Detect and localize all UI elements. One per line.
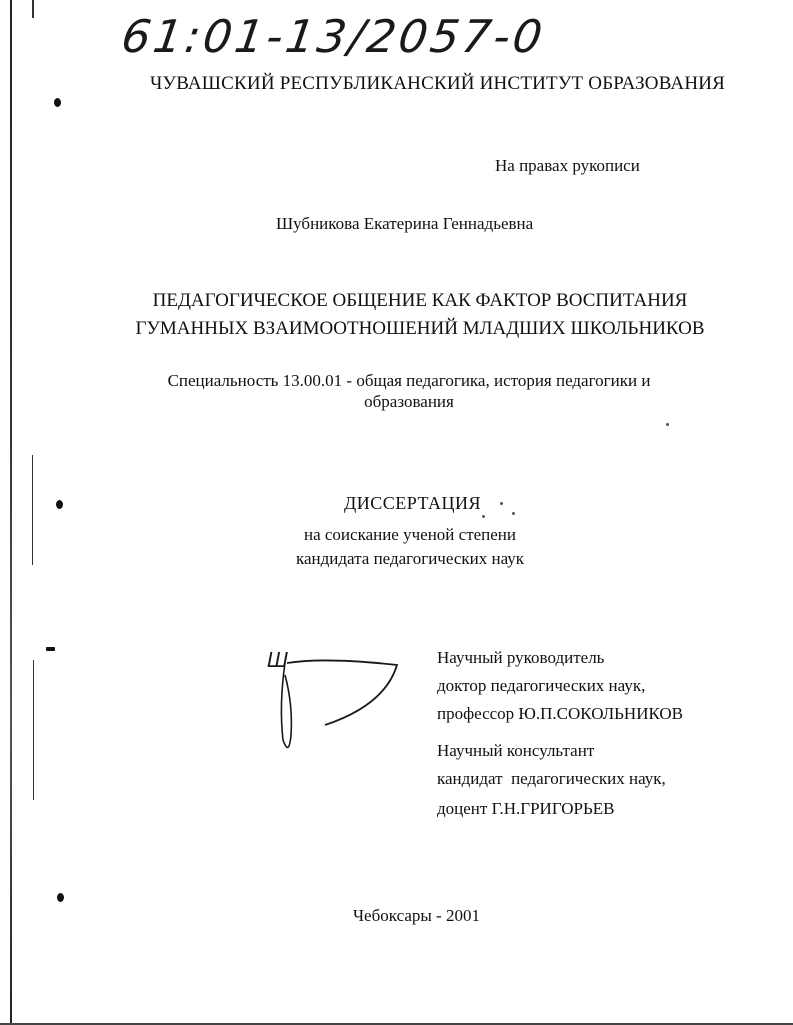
scan-speck xyxy=(482,515,485,518)
supervisor-name: профессор Ю.П.СОКОЛЬНИКОВ xyxy=(437,704,684,723)
document-type: ДИССЕРТАЦИЯ xyxy=(343,493,482,513)
scan-edge-mark xyxy=(33,660,34,800)
consultant-name: доцент Г.Н.ГРИГОРЬЕВ xyxy=(437,799,615,818)
supervisor-role: Научный руководитель xyxy=(437,648,605,667)
scan-speck xyxy=(666,423,669,426)
institute-name: ЧУВАШСКИЙ РЕСПУБЛИКАНСКИЙ ИНСТИТУТ ОБРАЗОВАНИЯ xyxy=(150,73,726,94)
scan-edge-mark xyxy=(32,0,34,18)
consultant-degree: кандидат педагогических наук, xyxy=(437,769,666,788)
author-name: Шубникова Екатерина Геннадьевна xyxy=(276,214,534,233)
supervisor-degree: доктор педагогических наук, xyxy=(437,676,646,695)
signature-stroke xyxy=(287,660,397,725)
signature-drawing xyxy=(265,645,405,760)
punch-hole-dot xyxy=(46,647,55,651)
degree-line: кандидата педагогических наук xyxy=(295,549,525,568)
signature-initial: Ш xyxy=(267,648,289,672)
city-year: Чебоксары - 2001 xyxy=(353,906,480,925)
specialty-line: образования xyxy=(364,392,454,411)
signature-stroke xyxy=(281,663,291,747)
rights-note: На правах рукописи xyxy=(495,156,640,175)
title-line: ГУМАННЫХ ВЗАИМООТНОШЕНИЙ МЛАДШИХ ШКОЛЬНИКОВ xyxy=(135,318,705,339)
scan-edge-mark xyxy=(32,455,33,565)
punch-hole-dot xyxy=(56,500,63,509)
signature xyxy=(265,645,405,760)
archive-code-handwritten: 61:01-13/2057-0 xyxy=(118,10,549,63)
degree-line: на соискание ученой степени xyxy=(303,525,517,544)
consultant-role: Научный консультант xyxy=(437,741,595,760)
scan-left-edge xyxy=(10,0,12,1025)
specialty xyxy=(120,370,698,412)
specialty-line: Специальность 13.00.01 - общая педагогика, история педагогики и xyxy=(167,371,651,390)
dissertation-title xyxy=(120,287,720,343)
punch-hole-dot xyxy=(54,98,61,107)
title-line: ПЕДАГОГИЧЕСКОЕ ОБЩЕНИЕ КАК ФАКТОР ВОСПИТАНИЯ xyxy=(152,290,688,311)
punch-hole-dot xyxy=(57,893,64,902)
